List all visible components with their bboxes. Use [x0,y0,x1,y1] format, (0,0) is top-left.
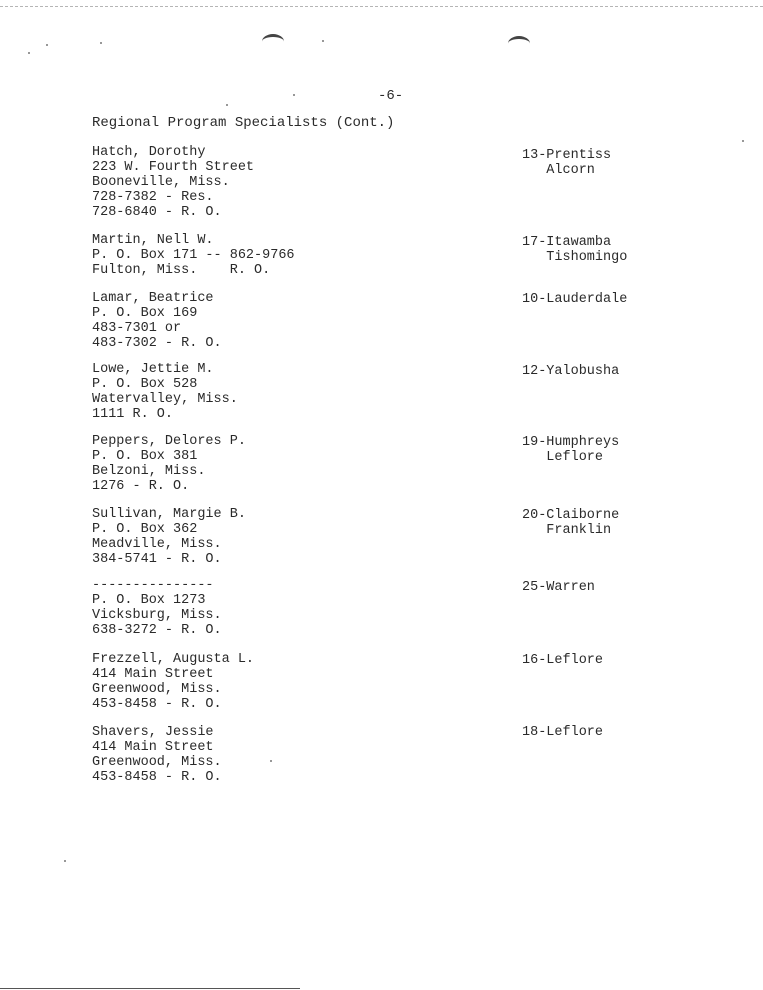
county-assignment [522,653,603,668]
city-line: Vicksburg, Miss. [92,608,222,623]
city-line: Booneville, Miss. [92,175,230,190]
address-line: P. O. Box 381 [92,449,198,464]
specialist-entry [92,507,246,567]
city-line: Meadville, Miss. [92,537,222,552]
county-assignment [522,725,603,740]
county-number-name: 20-Claiborne [522,508,620,523]
scan-speck [270,760,272,762]
county-name: Leflore [522,450,604,465]
specialist-entry [92,434,246,494]
scan-speck [742,140,744,142]
county-number-name: 12-Yalobusha [522,364,620,379]
specialist-entry [92,233,295,278]
county-number-name: 25-Warren [522,580,595,595]
city-line: Watervalley, Miss. [92,392,238,407]
page-number: -6- [378,88,404,104]
specialist-entry [92,578,222,638]
address-line: 223 W. Fourth Street [92,160,255,175]
specialist-name: Shavers, Jessie [92,725,214,740]
address-line: 414 Main Street [92,667,214,682]
scan-speck [64,860,66,862]
scan-speck [226,104,228,106]
phone-line: 1276 - R. O. [92,479,190,494]
city-line: Greenwood, Miss. [92,682,222,697]
city-line: Fulton, Miss. R. O. [92,263,271,278]
scan-mark-right [508,36,530,51]
address-line: P. O. Box 1273 [92,593,206,608]
city-line: Belzoni, Miss. [92,464,206,479]
county-assignment [522,508,619,538]
address-line: P. O. Box 171 -- 862-9766 [92,248,295,263]
specialist-entry [92,725,222,785]
phone-line: 483-7301 or [92,321,182,336]
county-number-name: 13-Prentiss [522,148,612,163]
specialist-name: Frezzell, Augusta L. [92,652,255,667]
address-line: P. O. Box 528 [92,377,198,392]
scan-speck [28,52,30,54]
bottom-rule [0,988,300,989]
county-number-name: 18-Leflore [522,725,604,740]
county-name: Franklin [522,523,612,538]
county-name: Alcorn [522,163,595,178]
phone-line: 483-7302 - R. O. [92,336,222,351]
specialist-entry [92,291,222,351]
phone-line: 1111 R. O. [92,407,174,422]
specialist-entry [92,652,254,712]
county-number-name: 19-Humphreys [522,435,620,450]
scan-mark-left [262,34,284,49]
phone-line: 638-3272 - R. O. [92,623,222,638]
county-assignment [522,148,611,178]
phone-line: 453-8458 - R. O. [92,697,222,712]
county-assignment [522,435,619,465]
county-assignment [522,292,627,307]
specialist-name: Martin, Nell W. [92,233,214,248]
scan-speck [46,44,48,46]
specialist-name: Lamar, Beatrice [92,291,214,306]
phone-line: 728-7382 - Res. [92,190,214,205]
scan-speck [100,42,102,44]
scan-speck [293,94,295,96]
vacant-name-line: --------------- [92,578,214,593]
scan-speck [322,40,324,42]
top-perforation-line [0,6,763,7]
county-assignment [522,364,619,379]
county-name: Tishomingo [522,250,628,265]
section-title: Regional Program Specialists (Cont.) [92,115,395,131]
phone-line: 453-8458 - R. O. [92,770,222,785]
city-line: Greenwood, Miss. [92,755,222,770]
county-number-name: 17-Itawamba [522,235,612,250]
county-number-name: 16-Leflore [522,653,604,668]
specialist-entry [92,362,238,422]
county-assignment [522,235,627,265]
county-assignment [522,580,595,595]
address-line: 414 Main Street [92,740,214,755]
phone-line: 728-6840 - R. O. [92,205,222,220]
phone-line: 384-5741 - R. O. [92,552,222,567]
address-line: P. O. Box 362 [92,522,198,537]
specialist-name: Lowe, Jettie M. [92,362,214,377]
specialist-name: Hatch, Dorothy [92,145,206,160]
specialist-entry [92,145,254,220]
specialist-name: Peppers, Delores P. [92,434,246,449]
county-number-name: 10-Lauderdale [522,292,628,307]
specialist-name: Sullivan, Margie B. [92,507,246,522]
address-line: P. O. Box 169 [92,306,198,321]
